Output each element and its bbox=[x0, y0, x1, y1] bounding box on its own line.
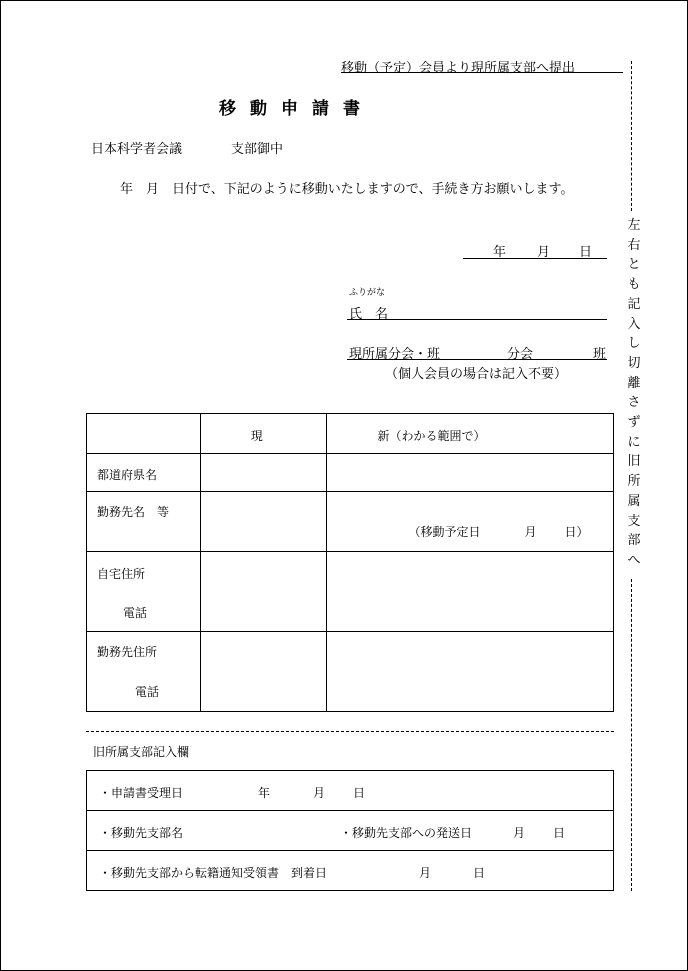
new-work-field[interactable] bbox=[326, 492, 613, 552]
destination-branch-label: ・移動先支部名 bbox=[99, 826, 184, 840]
date-year: 年 bbox=[493, 245, 507, 260]
row-work-addr-label: 勤務先住所 bbox=[97, 645, 158, 659]
send-day: 日 bbox=[553, 826, 566, 840]
side-char: 入 bbox=[627, 316, 641, 332]
current-work-field[interactable] bbox=[200, 492, 326, 552]
row-label-cell bbox=[87, 454, 201, 492]
table-row bbox=[87, 632, 614, 712]
receipt-date-label: ・申請書受理日 bbox=[99, 786, 184, 800]
header-current-cell bbox=[200, 414, 326, 454]
transfer-notice-label: ・移動先支部から転籍通知受領書 到着日 bbox=[99, 866, 328, 880]
furigana-label: ふりがな bbox=[349, 288, 386, 298]
table-row bbox=[87, 811, 614, 851]
affiliation-han: 班 bbox=[593, 347, 607, 362]
submit-note-underline bbox=[341, 72, 623, 73]
send-date-label: ・移動先支部への発送日 bbox=[340, 826, 473, 840]
table-row bbox=[87, 552, 614, 632]
cut-line-horizontal bbox=[86, 731, 614, 732]
row-work-tel-label: 電話 bbox=[135, 685, 160, 699]
side-char: も bbox=[627, 277, 641, 293]
affiliation-bunkai: 分会 bbox=[507, 347, 534, 362]
new-home-field[interactable] bbox=[326, 552, 613, 632]
side-char: 記 bbox=[627, 296, 641, 312]
side-char: へ bbox=[627, 552, 641, 568]
side-instruction bbox=[622, 216, 646, 571]
move-date-label: （移動予定日 bbox=[408, 525, 481, 539]
send-month: 月 bbox=[513, 826, 526, 840]
current-pref-field[interactable] bbox=[200, 454, 326, 492]
table-row bbox=[87, 851, 614, 891]
side-char: 旧 bbox=[627, 454, 641, 470]
side-char: 所 bbox=[627, 474, 641, 490]
row-label-cell bbox=[87, 492, 201, 552]
intro-text: 年 月 日付で、下記のように移動いたしますので、手続き方お願いします。 bbox=[120, 182, 574, 197]
date-underline bbox=[463, 258, 607, 259]
date-month: 月 bbox=[537, 245, 551, 260]
name-underline bbox=[347, 319, 607, 320]
addressee-org: 日本科学者会議 bbox=[91, 142, 183, 157]
side-char: 支 bbox=[627, 513, 641, 529]
row-label-cell bbox=[87, 552, 201, 632]
date-day: 日 bbox=[579, 245, 593, 260]
row-label-cell bbox=[87, 632, 201, 712]
addressee-branch: 支部御中 bbox=[231, 142, 284, 157]
header-empty-cell bbox=[87, 414, 201, 454]
new-work-addr-field[interactable] bbox=[326, 632, 613, 712]
transfer-table bbox=[86, 413, 614, 712]
col-current-label: 現 bbox=[250, 429, 263, 443]
submit-note bbox=[341, 57, 575, 76]
old-branch-section-label: 旧所属支部記入欄 bbox=[93, 745, 190, 759]
destination-branch-field[interactable] bbox=[87, 811, 614, 851]
cut-line-upper bbox=[631, 61, 632, 211]
table-row bbox=[87, 492, 614, 552]
header-new-cell bbox=[326, 414, 613, 454]
table-header-row bbox=[87, 414, 614, 454]
side-char: さ bbox=[627, 395, 641, 411]
side-char: に bbox=[627, 434, 641, 450]
move-date-month: 月 bbox=[524, 525, 537, 539]
new-pref-field[interactable] bbox=[326, 454, 613, 492]
row-home-label: 自宅住所 bbox=[97, 567, 146, 581]
side-char: 左 bbox=[627, 218, 641, 233]
affiliation-label: 現所属分会・班 bbox=[349, 347, 441, 362]
affiliation-note: （個人会員の場合は記入不要） bbox=[385, 367, 568, 382]
form-title: 移動申請書 bbox=[219, 99, 374, 119]
side-char: 右 bbox=[627, 237, 641, 253]
transfer-notice-field[interactable] bbox=[87, 851, 614, 891]
current-work-addr-field[interactable] bbox=[200, 632, 326, 712]
row-home-tel-label: 電話 bbox=[123, 606, 148, 620]
table-row bbox=[87, 771, 614, 811]
move-date-day: 日） bbox=[564, 525, 589, 539]
old-branch-table bbox=[86, 770, 614, 891]
side-char: 切 bbox=[627, 355, 641, 371]
submit-note-text: 移動（予定）会員より現所属支部へ提出 bbox=[341, 61, 576, 76]
cut-line-lower bbox=[631, 579, 632, 891]
row-work-label: 勤務先名 等 bbox=[97, 505, 170, 519]
receipt-year: 年 bbox=[258, 786, 271, 800]
side-char: 離 bbox=[627, 375, 641, 391]
receipt-month: 月 bbox=[313, 786, 326, 800]
side-char: と bbox=[627, 257, 641, 273]
side-char: 部 bbox=[627, 533, 641, 549]
side-char: ず bbox=[627, 415, 641, 431]
table-row bbox=[87, 454, 614, 492]
name-label: 氏 名 bbox=[349, 307, 389, 322]
side-char: 属 bbox=[627, 493, 641, 509]
current-home-field[interactable] bbox=[200, 552, 326, 632]
receipt-day: 日 bbox=[353, 786, 366, 800]
row-pref-label: 都道府県名 bbox=[97, 468, 158, 482]
notice-month: 月 bbox=[419, 866, 432, 880]
affiliation-underline bbox=[347, 359, 607, 360]
side-char: し bbox=[627, 336, 641, 352]
receipt-date-field[interactable] bbox=[87, 771, 614, 811]
col-new-label: 新（わかる範囲で） bbox=[377, 429, 486, 443]
notice-day: 日 bbox=[473, 866, 486, 880]
